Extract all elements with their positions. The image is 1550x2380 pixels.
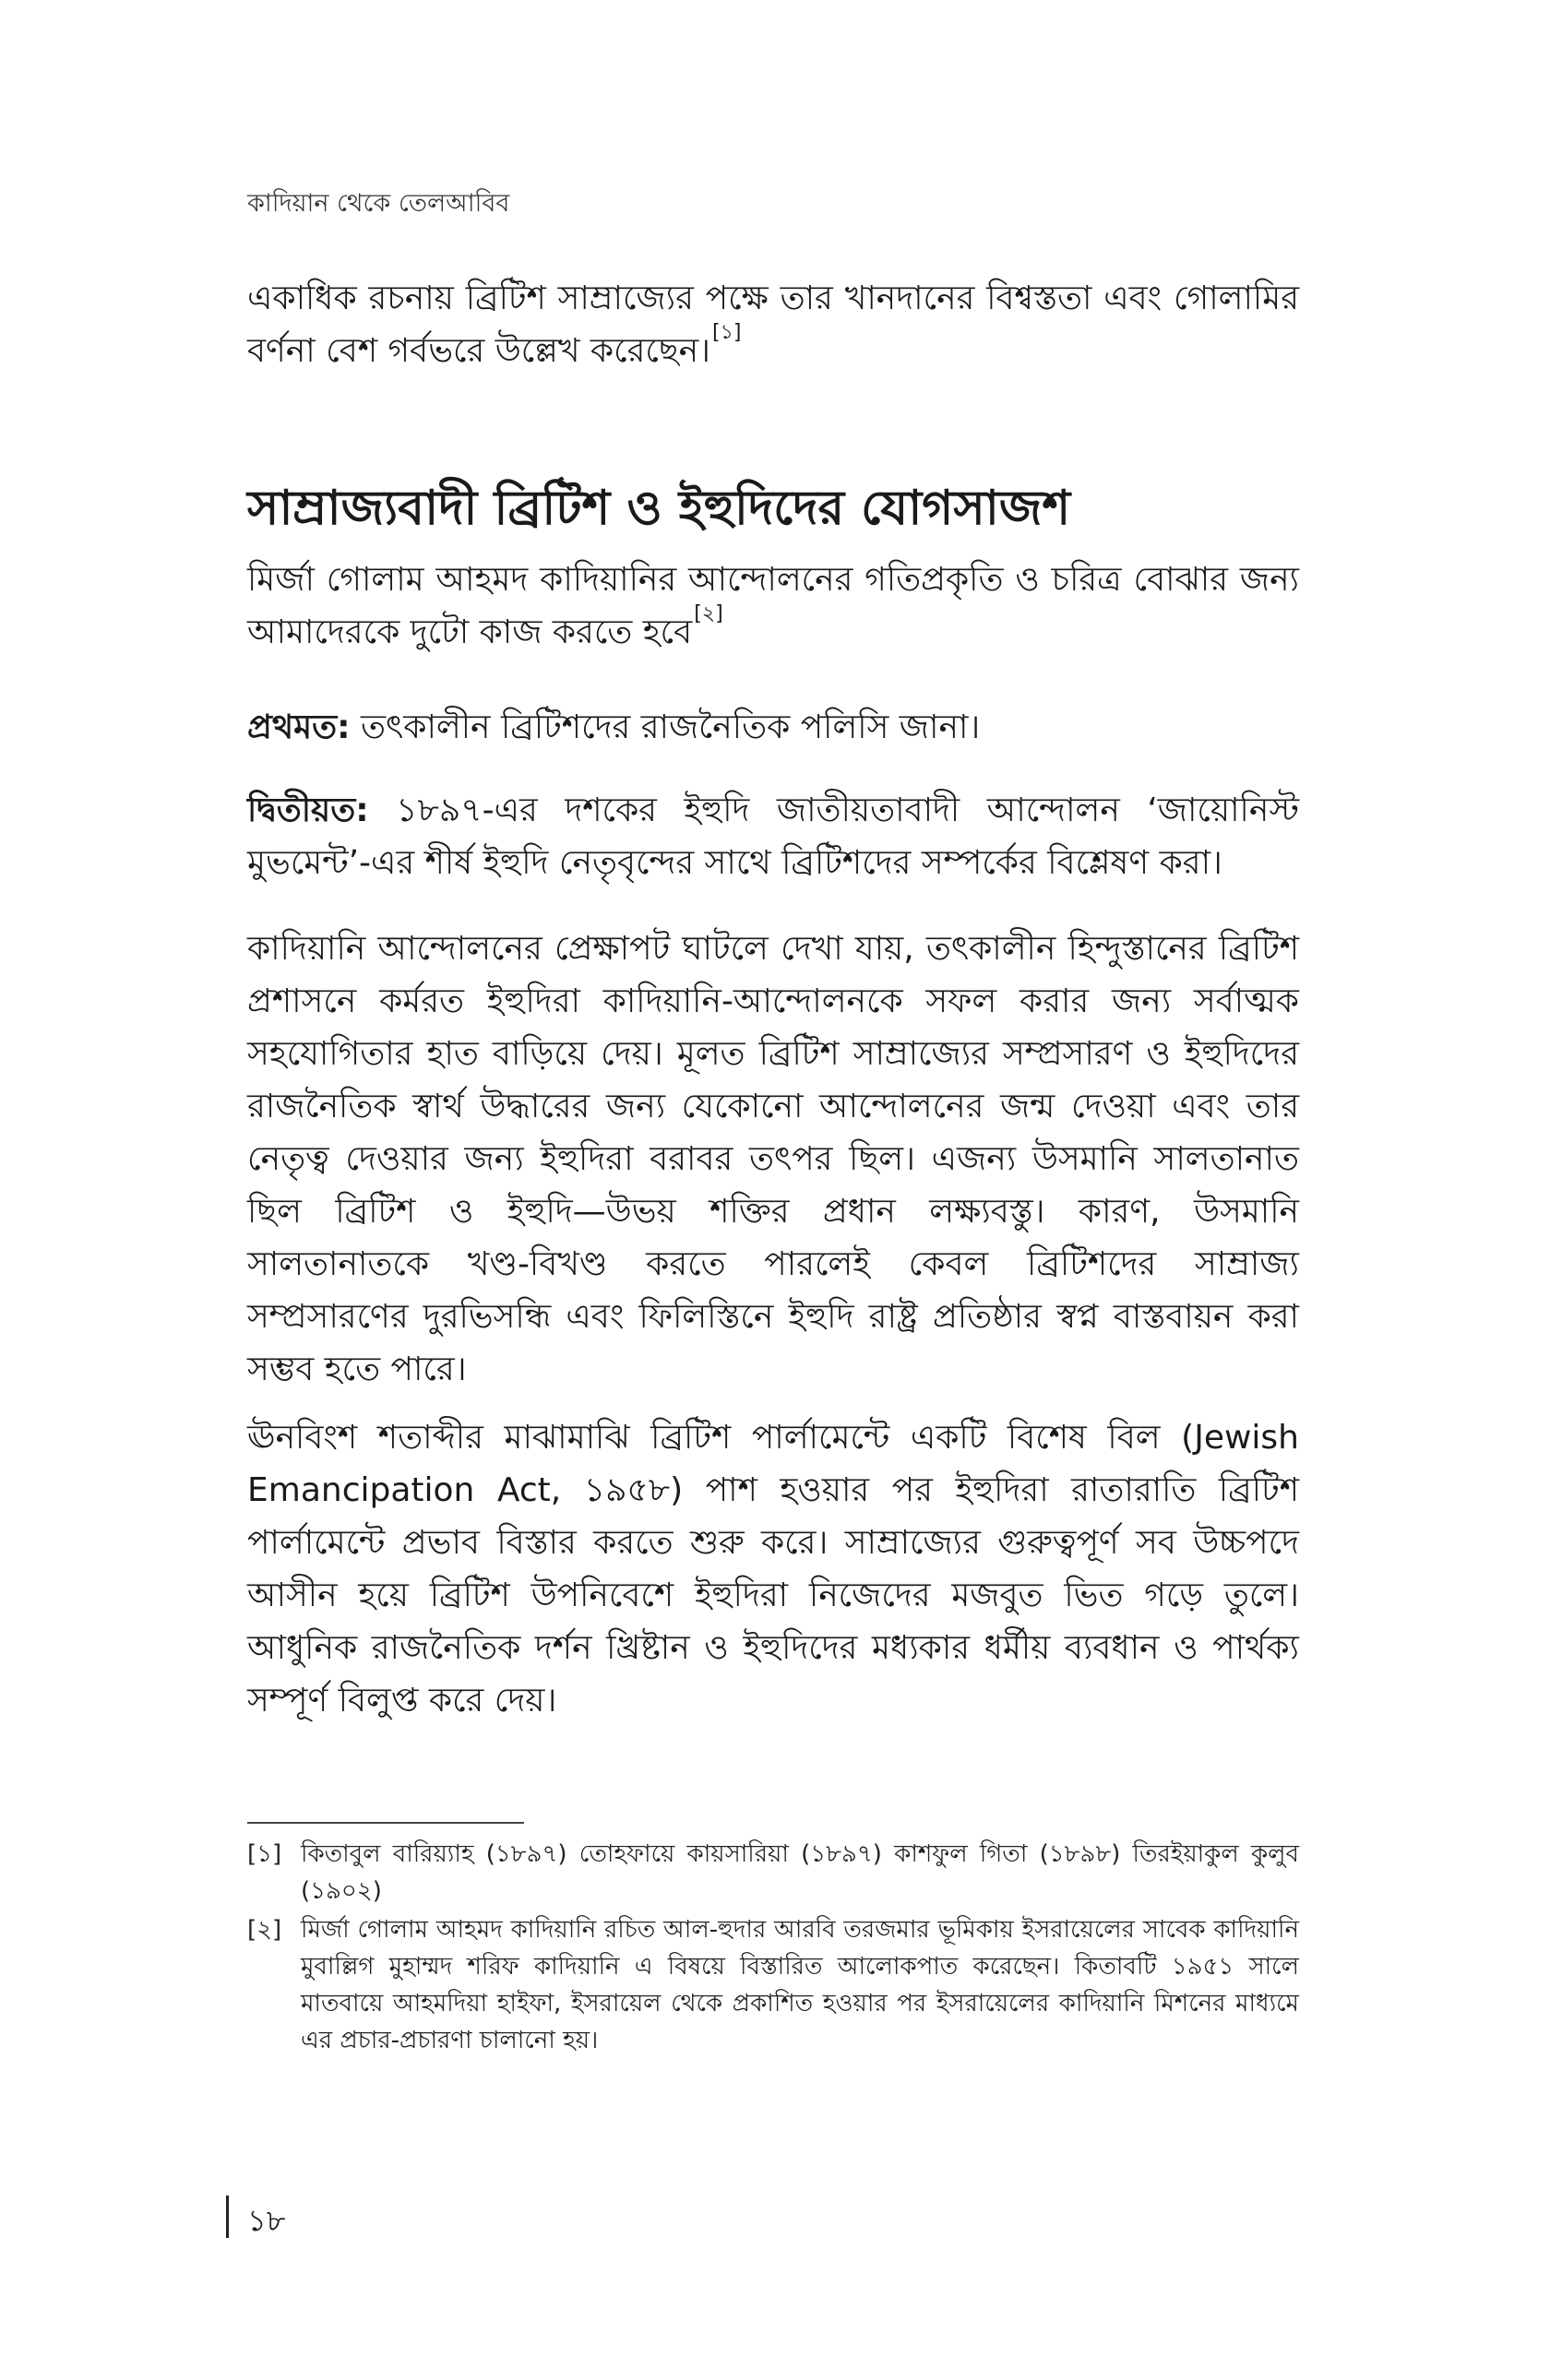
point-second bbox=[247, 784, 1299, 889]
footnote-1 bbox=[247, 1836, 1299, 1910]
paragraph-1 bbox=[247, 553, 1299, 659]
page-number-rule bbox=[226, 2196, 229, 2238]
point-first-text: তৎকালীন ব্রিটিশদের রাজনৈতিক পলিসি জানা। bbox=[361, 708, 981, 746]
point-second-text: ১৮৯৭-এর দশকের ইহুদি জাতীয়তাবাদী আন্দোলন ‘জায়োনিস্ট মুভমেন্ট’-এর শীর্ষ ইহুদি নেতৃবৃন্দের সাথে ব্রিটিশদের সম্পর্কের বিশ্লেষণ করা। bbox=[247, 791, 1299, 882]
footnote-1-text: কিতাবুল বারিয়্যাহ (১৮৯৭) তোহফায়ে কায়সারিয়া (১৮৯৭) কাশফুল গিতা (১৮৯৮) তিরইয়াকুল কুলুব (১৯০২) bbox=[301, 1840, 1299, 1905]
running-head: কাদিয়ান থেকে তেলআবিব bbox=[247, 189, 510, 218]
footnotes bbox=[247, 1836, 1299, 2061]
footnote-ref-2[interactable]: [২] bbox=[694, 602, 723, 625]
footnote-2-number: [২] bbox=[247, 1916, 282, 1944]
footnote-2-text: মির্জা গোলাম আহমদ কাদিয়ানি রচিত আল-হুদার আরবি তরজমার ভূমিকায় ইসরায়েলের সাবেক কাদিয়ানি মুবাল্লিগ মুহাম্মদ শরিফ কাদিয়ানি এ বিষয়ে বিস্তারিত আলোকপাত করেছেন। কিতাবটি ১৯৫১ সালে মাতবায়ে আহমদিয়া হাইফা, ইসরায়েল থেকে প্রকাশিত হওয়ার পর ইসরায়েলের কাদিয়ানি মিশনের মাধ্যমে এর প্রচার-প্রচারণা চালানো হয়। bbox=[301, 1916, 1299, 2054]
section-heading: সাম্রাজ্যবাদী ব্রিটিশ ও ইহুদিদের যোগসাজশ bbox=[247, 481, 1071, 536]
point-first-label: প্রথমত: bbox=[247, 708, 351, 746]
footnote-1-number: [১] bbox=[247, 1840, 282, 1868]
intro-text: একাধিক রচনায় ব্রিটিশ সাম্রাজ্যের পক্ষে তার খানদানের বিশ্বস্ততা এবং গোলামির বর্ণনা বেশ গর্বভরে উল্লেখ করেছেন। bbox=[247, 280, 1299, 370]
paragraph-2: কাদিয়ানি আন্দোলনের প্রেক্ষাপট ঘাটলে দেখা যায়, তৎকালীন হিন্দুস্তানের ব্রিটিশ প্রশাসনে কর্মরত ইহুদিরা কাদিয়ানি-আন্দোলনকে সফল করার জন্য সর্বাত্মক সহযোগিতার হাত বাড়িয়ে দেয়। মূলত ব্রিটিশ সাম্রাজ্যের সম্প্রসারণ ও ইহুদিদের রাজনৈতিক স্বার্থ উদ্ধারের জন্য যেকোনো আন্দোলনের জন্ম দেওয়া এবং তার নেতৃত্ব দেওয়ার জন্য ইহুদিরা বরাবর তৎপর ছিল। এজন্য উসমানি সালতানাত ছিল ব্রিটিশ ও ইহুদি—উভয় শক্তির প্রধান লক্ষ্যবস্তু। কারণ, উসমানি সালতানাতকে খণ্ড-বিখণ্ড করতে পারলেই কেবল ব্রিটিশদের সাম্রাজ্য সম্প্রসারণের দুরভিসন্ধি এবং ফিলিস্তিনে ইহুদি রাষ্ট্র প্রতিষ্ঠার স্বপ্ন বাস্তবায়ন করা সম্ভব হতে পারে। bbox=[247, 930, 1299, 1388]
point-first bbox=[247, 701, 1299, 754]
footnote-2 bbox=[247, 1911, 1299, 2059]
paragraph-3: ঊনবিংশ শতাব্দীর মাঝামাঝি ব্রিটিশ পার্লামেন্টে একটি বিশেষ বিল (Jewish Emancipation Act, ১৯৫৮) পাশ হওয়ার পর ইহুদিরা রাতারাতি ব্রিটিশ পার্লামেন্টে প্রভাব বিস্তার করতে শুরু করে। সাম্রাজ্যের গুরুত্বপূর্ণ সব উচ্চপদে আসীন হয়ে ব্রিটিশ উপনিবেশে ইহুদিরা নিজেদের মজবুত ভিত গড়ে তুলে। আধুনিক রাজনৈতিক দর্শন খ্রিষ্টান ও ইহুদিদের মধ্যকার ধর্মীয় ব্যবধান ও পার্থক্য সম্পূর্ণ বিলুপ্ত করে দেয়। bbox=[247, 1419, 1299, 1720]
point-second-label: দ্বিতীয়ত: bbox=[247, 791, 369, 829]
footnote-divider bbox=[247, 1822, 524, 1824]
page-number: ১৮ bbox=[247, 2203, 286, 2238]
footnote-ref-1[interactable]: [১] bbox=[712, 321, 742, 344]
paragraph-1-text: মির্জা গোলাম আহমদ কাদিয়ানির আন্দোলনের গতিপ্রকৃতি ও চরিত্র বোঝার জন্য আমাদেরকে দুটো কাজ করতে হবে bbox=[247, 561, 1299, 651]
intro-paragraph bbox=[247, 272, 1299, 377]
